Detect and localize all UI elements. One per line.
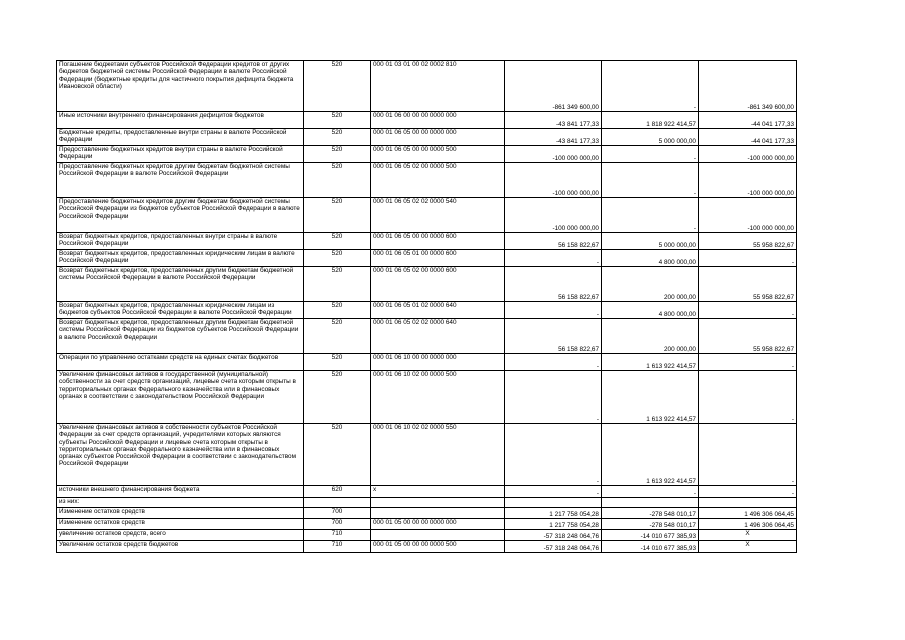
row-rest: 55 958 822,67: [699, 233, 797, 250]
row-plan: 56 158 822,67: [505, 267, 602, 302]
row-name: Изменение остатков средств: [57, 519, 304, 530]
row-code: 710: [304, 530, 371, 541]
table-row: [57, 198, 797, 233]
row-plan: -: [505, 354, 602, 371]
row-code: 520: [304, 233, 371, 250]
row-kbk: 000 01 05 00 00 00 0000 500: [371, 541, 505, 553]
row-kbk: 000 01 03 01 00 02 0002 810: [371, 61, 505, 112]
row-plan: -43 841 177,33: [505, 129, 602, 146]
row-kbk: 000 01 06 05 00 00 0000 500: [371, 146, 505, 163]
row-plan: [505, 498, 602, 508]
row-fact: -: [602, 61, 699, 112]
row-fact: 4 800 000,00: [602, 250, 699, 267]
row-kbk: x: [371, 486, 505, 498]
row-kbk: 000 01 05 00 00 00 0000 000: [371, 519, 505, 530]
row-plan: -43 841 177,33: [505, 112, 602, 129]
row-rest: -44 041 177,33: [699, 129, 797, 146]
row-code: 520: [304, 319, 371, 354]
table-row: [57, 530, 797, 541]
row-code: 520: [304, 250, 371, 267]
row-code: [304, 498, 371, 508]
row-kbk: 000 01 06 05 02 00 0000 600: [371, 267, 505, 302]
row-fact: 1 818 922 414,57: [602, 112, 699, 129]
row-name: Увеличение остатков средств бюджетов: [57, 541, 304, 553]
row-kbk: 000 01 06 05 00 00 0000 600: [371, 233, 505, 250]
row-fact: 1 613 922 414,57: [602, 354, 699, 371]
row-fact: -: [602, 146, 699, 163]
row-code: 520: [304, 198, 371, 233]
row-fact: 5 000 000,00: [602, 129, 699, 146]
row-rest: X: [699, 541, 797, 553]
row-name: источники внешнего финансирования бюджета: [57, 486, 304, 498]
financing-sources-table: [56, 60, 797, 553]
row-code: 520: [304, 424, 371, 486]
row-name: Возврат бюджетных кредитов, предоставленных юридическим лицам в валюте Российской Федерации: [57, 250, 304, 267]
table-row: [57, 354, 797, 371]
row-rest: -: [699, 424, 797, 486]
row-fact: 5 000 000,00: [602, 233, 699, 250]
row-code: 700: [304, 519, 371, 530]
row-name: Возврат бюджетных кредитов, предоставленных другим бюджетам бюджетной системы Российской Федерации в валюте Российской Федерации: [57, 267, 304, 302]
row-code: 520: [304, 146, 371, 163]
row-kbk: 000 01 06 05 02 02 0000 540: [371, 198, 505, 233]
row-code: 520: [304, 354, 371, 371]
row-plan: -100 000 000,00: [505, 198, 602, 233]
table-row: [57, 371, 797, 424]
row-rest: -100 000 000,00: [699, 163, 797, 198]
row-plan: 1 217 758 054,28: [505, 508, 602, 519]
row-plan: -861 349 600,00: [505, 61, 602, 112]
row-fact: -: [602, 163, 699, 198]
row-name: Бюджетные кредиты, предоставленные внутри страны в валюте Российской Федерации: [57, 129, 304, 146]
table-row: [57, 424, 797, 486]
row-name: Увеличение финансовых активов в собственности субъектов Российской Федерации за счет средств организаций, учредителями которых являются субъекты Российской Федерации и лицевые счета которым открыты в территориальных органах Федерального казначейства или в финансовых органах субъектов Российской Федерации в соответствии с законодательством Российской Федерации: [57, 424, 304, 486]
table-row: [57, 250, 797, 267]
row-code: 520: [304, 163, 371, 198]
row-rest: X: [699, 530, 797, 541]
row-rest: -100 000 000,00: [699, 146, 797, 163]
table-row: [57, 319, 797, 354]
row-code: 520: [304, 61, 371, 112]
row-fact: -14 010 677 385,93: [602, 541, 699, 553]
row-fact: 200 000,00: [602, 267, 699, 302]
row-plan: -100 000 000,00: [505, 163, 602, 198]
row-kbk: 000 01 06 05 01 02 0000 640: [371, 302, 505, 319]
table-row: [57, 61, 797, 112]
row-kbk: [371, 530, 505, 541]
row-rest: -: [699, 250, 797, 267]
row-kbk: [371, 508, 505, 519]
row-name: Предоставление бюджетных кредитов другим бюджетам бюджетной системы Российской Федерации из бюджетов субъектов Российской Федерации в валюте Российской Федерации: [57, 198, 304, 233]
row-fact: -278 548 010,17: [602, 519, 699, 530]
row-name: Предоставление бюджетных кредитов внутри страны в валюте Российской Федерации: [57, 146, 304, 163]
row-rest: -44 041 177,33: [699, 112, 797, 129]
row-rest: -861 349 600,00: [699, 61, 797, 112]
row-fact: 4 800 000,00: [602, 302, 699, 319]
table-row: [57, 163, 797, 198]
table-row: [57, 146, 797, 163]
row-kbk: 000 01 06 00 00 00 0000 000: [371, 112, 505, 129]
row-kbk: 000 01 06 05 02 02 0000 640: [371, 319, 505, 354]
row-kbk: 000 01 06 05 02 00 0000 500: [371, 163, 505, 198]
table-row: [57, 498, 797, 508]
row-code: 520: [304, 129, 371, 146]
row-fact: -: [602, 198, 699, 233]
row-plan: -: [505, 486, 602, 498]
table-row: [57, 233, 797, 250]
row-name: Предоставление бюджетных кредитов другим бюджетам бюджетной системы Российской Федерации в валюте Российской Федерации: [57, 163, 304, 198]
row-name: увеличение остатков средств, всего: [57, 530, 304, 541]
row-rest: -: [699, 302, 797, 319]
row-code: 520: [304, 371, 371, 424]
row-name: Погашение бюджетами субъектов Российской Федерации кредитов от других бюджетов бюджетной системы Российской Федерации в валюте Российской Федерации (бюджетные кредиты для частичного покрытия дефицита бюджета Ивановской области): [57, 61, 304, 112]
row-name: Возврат бюджетных кредитов, предоставленных другим бюджетам бюджетной системы Российской Федерации из бюджетов субъектов Российской Федерации в валюте Российской Федерации: [57, 319, 304, 354]
table-row: [57, 302, 797, 319]
table-row: [57, 541, 797, 553]
row-plan: 56 158 822,67: [505, 233, 602, 250]
row-rest: 1 496 306 064,45: [699, 508, 797, 519]
row-plan: -: [505, 424, 602, 486]
row-code: 620: [304, 486, 371, 498]
row-rest: [699, 498, 797, 508]
row-fact: 1 613 922 414,57: [602, 371, 699, 424]
row-code: 710: [304, 541, 371, 553]
row-fact: [602, 498, 699, 508]
row-plan: -: [505, 302, 602, 319]
row-fact: -: [602, 486, 699, 498]
row-name: Операции по управлению остатками средств на единых счетах бюджетов: [57, 354, 304, 371]
row-rest: -: [699, 371, 797, 424]
row-code: 520: [304, 267, 371, 302]
row-plan: -: [505, 371, 602, 424]
row-plan: -: [505, 250, 602, 267]
table-row: [57, 129, 797, 146]
row-code: 520: [304, 112, 371, 129]
row-name: из них:: [57, 498, 304, 508]
row-fact: 200 000,00: [602, 319, 699, 354]
row-rest: 55 958 822,67: [699, 267, 797, 302]
row-kbk: 000 01 06 05 00 00 0000 000: [371, 129, 505, 146]
row-fact: -278 548 010,17: [602, 508, 699, 519]
row-fact: -14 010 677 385,93: [602, 530, 699, 541]
table-row: [57, 508, 797, 519]
row-plan: 56 158 822,67: [505, 319, 602, 354]
row-code: 700: [304, 508, 371, 519]
row-kbk: 000 01 06 10 02 02 0000 550: [371, 424, 505, 486]
table-row: [57, 486, 797, 498]
row-plan: -57 318 248 064,76: [505, 541, 602, 553]
row-plan: -100 000 000,00: [505, 146, 602, 163]
table-row: [57, 519, 797, 530]
row-rest: 55 958 822,67: [699, 319, 797, 354]
row-rest: -100 000 000,00: [699, 198, 797, 233]
row-kbk: 000 01 06 10 00 00 0000 000: [371, 354, 505, 371]
row-name: Возврат бюджетных кредитов, предоставленных юридическим лицам из бюджетов субъектов Российской Федерации в валюте Российской Федерации: [57, 302, 304, 319]
row-rest: -: [699, 354, 797, 371]
row-rest: -: [699, 486, 797, 498]
table-row: [57, 112, 797, 129]
row-kbk: [371, 498, 505, 508]
row-rest: 1 496 306 064,45: [699, 519, 797, 530]
row-kbk: 000 01 06 10 02 00 0000 500: [371, 371, 505, 424]
row-name: Возврат бюджетных кредитов, предоставленных внутри страны в валюте Российской Федерации: [57, 233, 304, 250]
row-code: 520: [304, 302, 371, 319]
row-name: Изменение остатков средств: [57, 508, 304, 519]
row-plan: -57 318 248 064,76: [505, 530, 602, 541]
row-kbk: 000 01 06 05 01 00 0000 600: [371, 250, 505, 267]
row-plan: 1 217 758 054,28: [505, 519, 602, 530]
row-fact: 1 613 922 414,57: [602, 424, 699, 486]
table-row: [57, 267, 797, 302]
row-name: Увеличение финансовых активов в государственной (муниципальной) собственности за счет средств организаций, лицевые счета которым открыты в территориальных органах Федерального казначейства или в финансовых органах в соответствии с законодательством Российской Федерации: [57, 371, 304, 424]
row-name: Иные источники внутреннего финансирования дефицитов бюджетов: [57, 112, 304, 129]
